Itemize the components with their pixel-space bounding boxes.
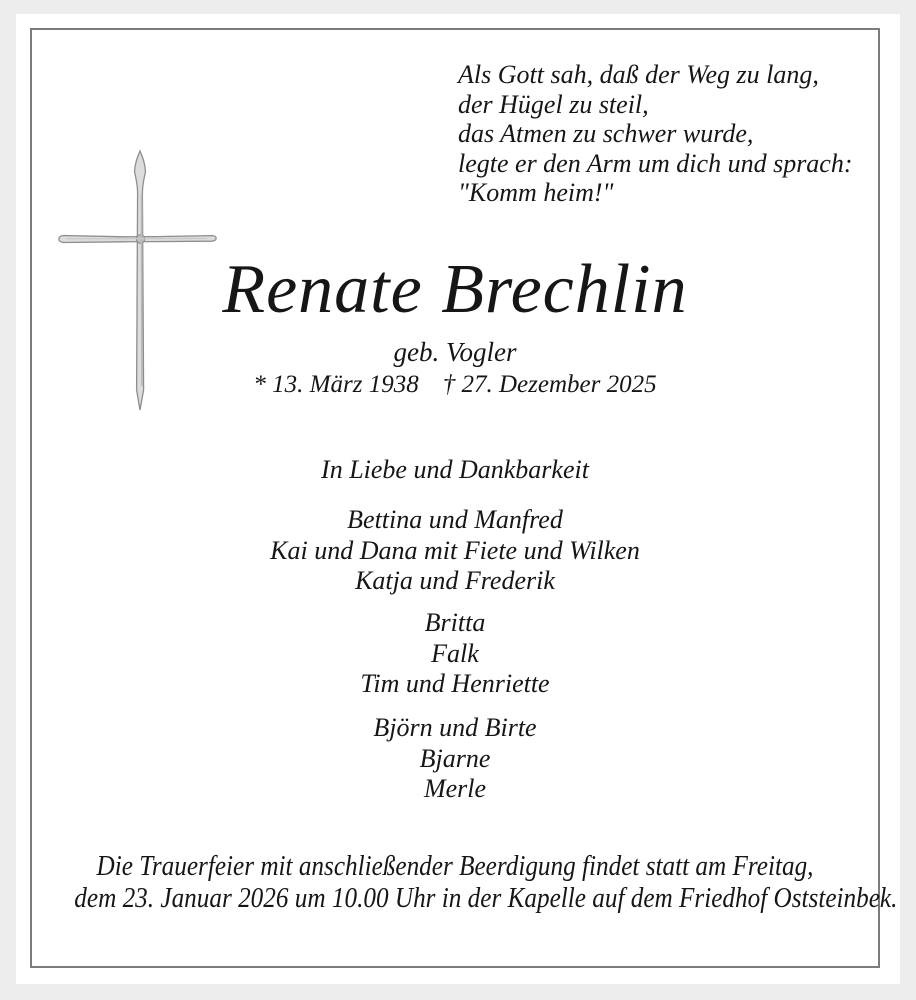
funeral-line: Die Trauerfeier mit anschließender Beerdigung findet statt am Freitag, — [96, 851, 814, 882]
maiden-name: geb. Vogler — [393, 337, 517, 367]
poem-line: "Komm heim!" — [458, 178, 614, 207]
funeral-line: dem 23. Januar 2026 um 10.00 Uhr in der Kapelle auf dem Friedhof Oststeinbek. — [74, 882, 898, 914]
mourners-group-third — [32, 713, 878, 805]
mourner-line: Katja und Frederik — [355, 566, 555, 596]
mourner-line: Tim und Henriette — [360, 669, 550, 699]
poem-line: Als Gott sah, daß der Weg zu lang, — [458, 60, 819, 89]
mourner-line: Kai und Dana mit Fiete und Wilken — [270, 535, 640, 565]
poem-line: das Atmen zu schwer wurde, — [458, 119, 754, 148]
card-mat — [16, 14, 900, 984]
poem — [458, 60, 853, 208]
mourners-group-second — [32, 608, 878, 700]
mourning-intro: In Liebe und Dankbarkeit — [321, 455, 589, 484]
funeral-announcement — [74, 851, 898, 914]
death-date: † 27. Dezember 2025 — [442, 371, 657, 398]
mourner-line: Bettina und Manfred — [347, 505, 563, 534]
mourner-line: Falk — [431, 638, 479, 668]
birth-date: * 13. März 1938 — [253, 371, 419, 398]
mourner-line: Britta — [424, 608, 486, 637]
deceased-name: Renate Brechlin — [222, 251, 688, 328]
poem-line: der Hügel zu steil, — [458, 89, 649, 119]
life-dates — [32, 371, 878, 399]
mourner-line: Björn und Birte — [373, 713, 537, 742]
obituary-card — [30, 28, 898, 968]
mourners-group-family — [32, 505, 878, 597]
mourner-line: Merle — [423, 774, 487, 804]
mourner-line: Bjarne — [419, 743, 491, 773]
poem-line: legte er den Arm um dich und sprach: — [458, 148, 853, 178]
